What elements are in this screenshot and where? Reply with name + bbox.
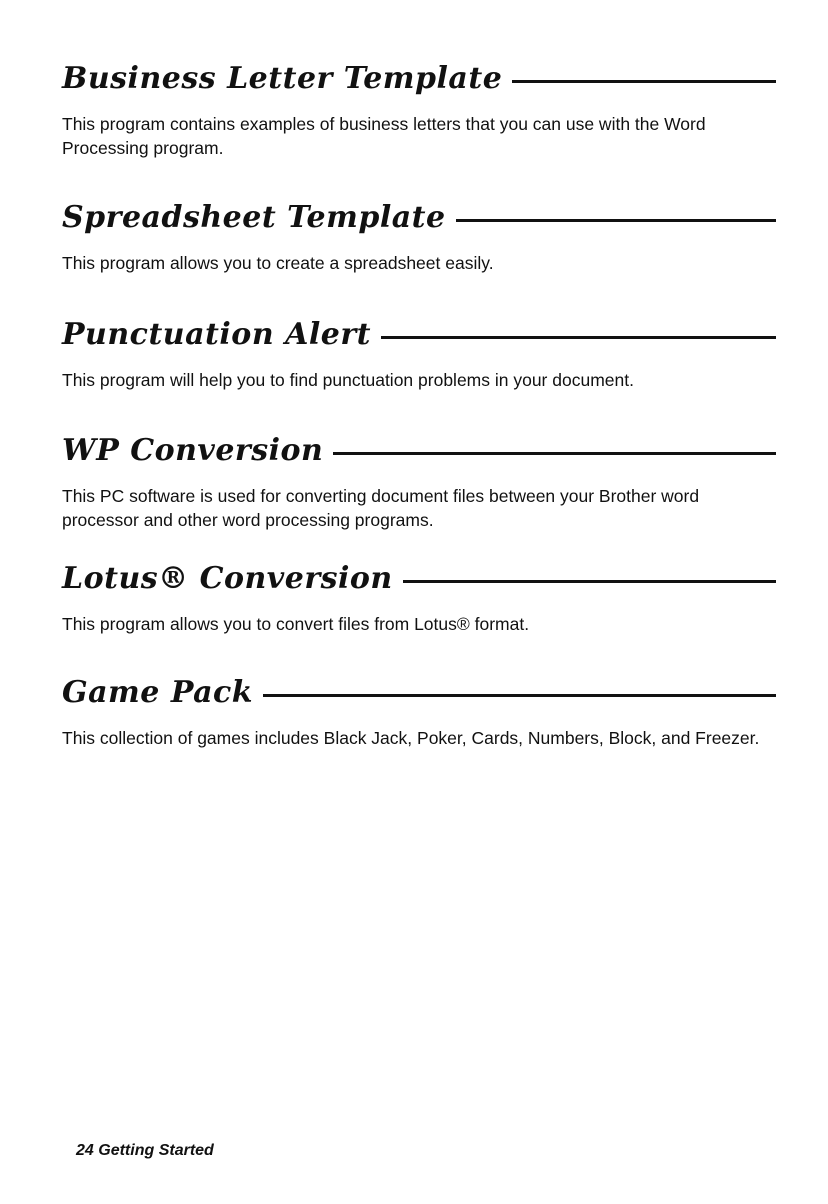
section-body: This PC software is used for converting document files between your Brother word processor and other word processing programs. <box>62 486 700 530</box>
section-heading: Spreadsheet Template <box>62 199 446 235</box>
section-heading: Lotus® Conversion <box>62 560 393 596</box>
section-business-letter-template <box>62 56 776 160</box>
heading-rule <box>333 452 776 455</box>
section-body: This program contains examples of business letters that you can use with the Word Processing program. <box>62 114 706 158</box>
section-spreadsheet-template <box>62 195 776 275</box>
section-heading: Punctuation Alert <box>62 316 371 352</box>
section-heading-row <box>62 195 776 239</box>
section-heading-row <box>62 312 776 356</box>
section-heading-row <box>62 670 776 714</box>
page-number: 24 <box>76 1142 94 1159</box>
section-body: This program allows you to create a spreadsheet easily. <box>62 253 494 273</box>
heading-rule <box>381 336 776 339</box>
section-heading-row <box>62 56 776 100</box>
section-body: This program allows you to convert files from Lotus® format. <box>62 614 530 634</box>
page-footer <box>76 1142 214 1160</box>
section-lotus-conversion <box>62 556 776 636</box>
section-heading-row <box>62 556 776 600</box>
section-body: This program will help you to find punctuation problems in your document. <box>62 370 634 390</box>
footer-section-title: Getting Started <box>98 1142 214 1159</box>
section-punctuation-alert <box>62 312 776 392</box>
section-body: This collection of games includes Black Jack, Poker, Cards, Numbers, Block, and Freezer. <box>62 728 760 748</box>
heading-rule <box>512 80 776 83</box>
heading-rule <box>263 694 776 697</box>
heading-rule <box>456 219 776 222</box>
section-heading: Business Letter Template <box>62 60 503 96</box>
section-heading: WP Conversion <box>62 432 324 468</box>
heading-rule <box>403 580 776 583</box>
section-game-pack <box>62 670 776 750</box>
section-heading-row <box>62 428 776 472</box>
section-wp-conversion <box>62 428 776 532</box>
section-heading: Game Pack <box>62 674 254 710</box>
